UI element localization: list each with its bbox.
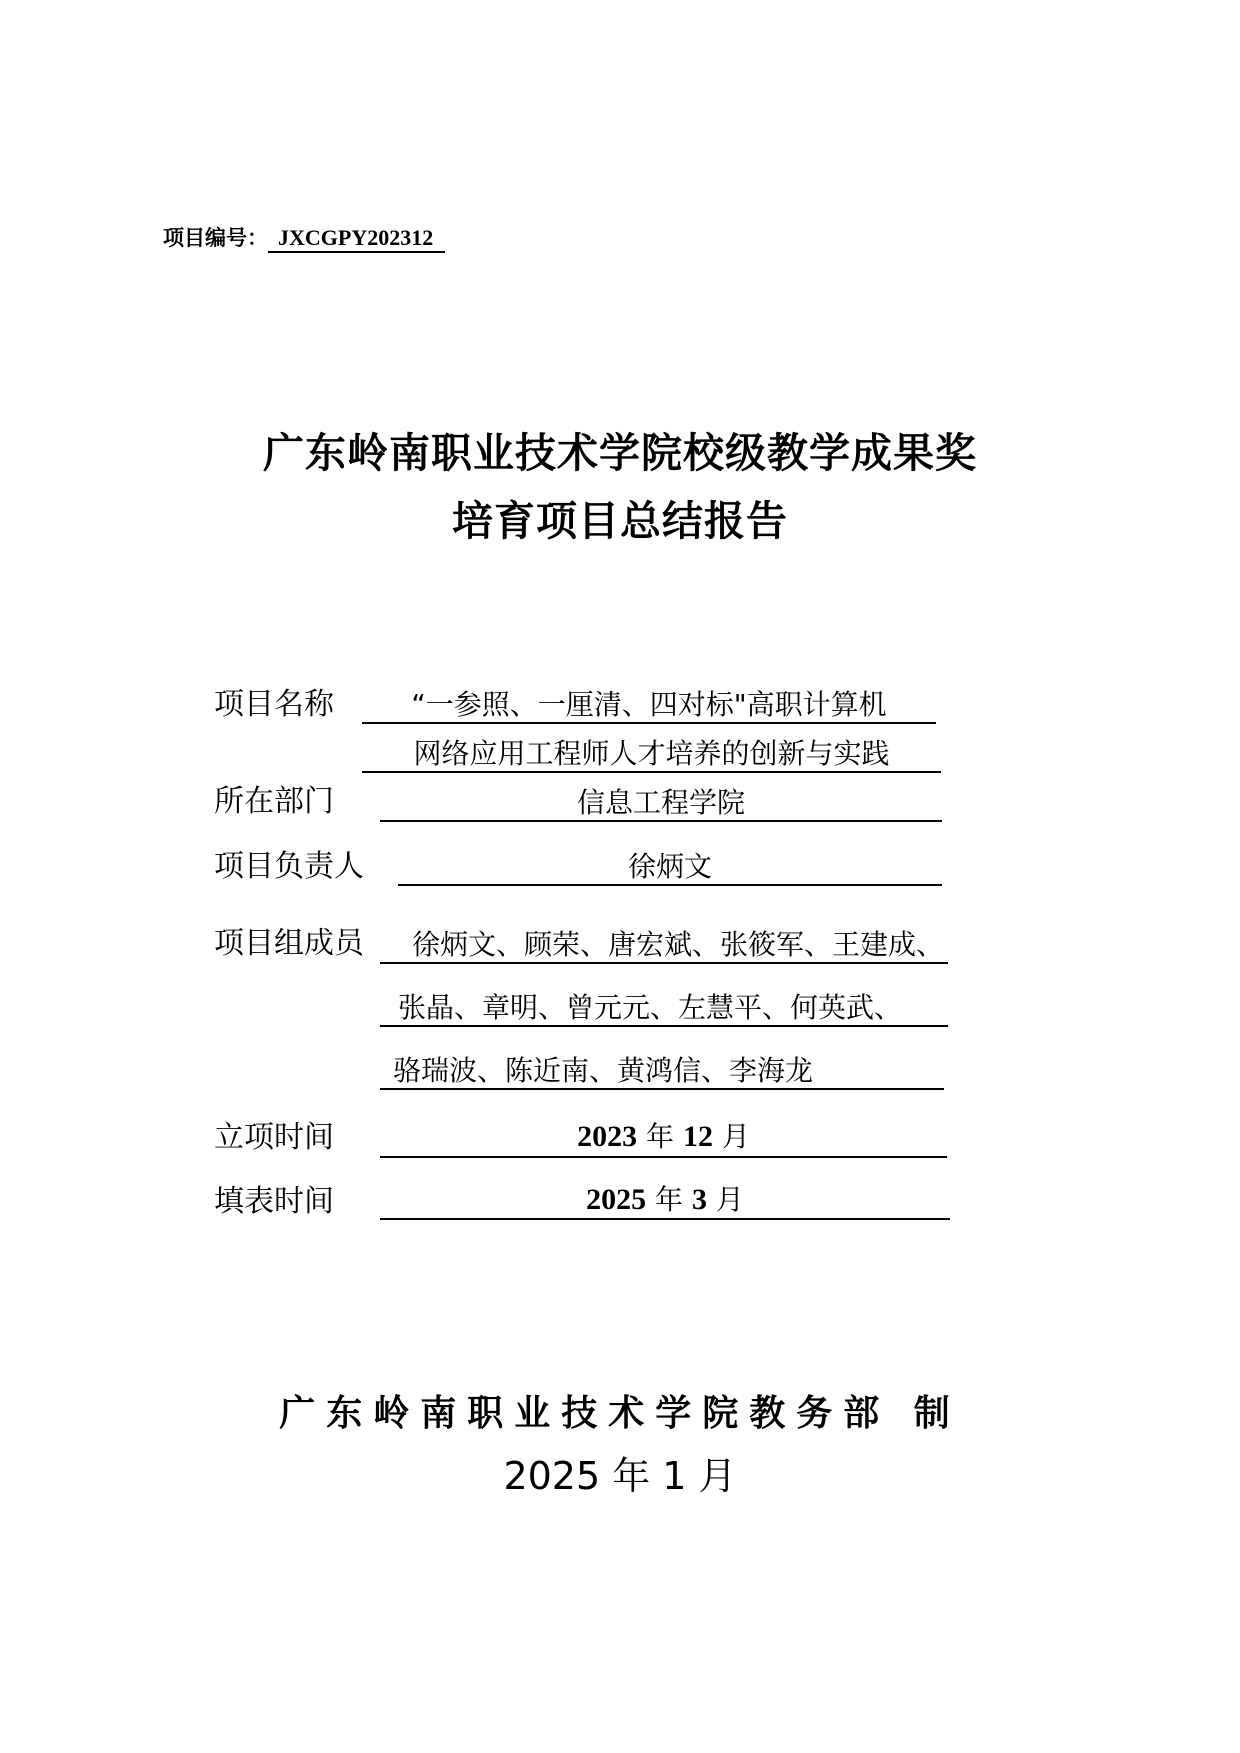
report-title-line-1: 广东岭南职业技术学院校级教学成果奖 <box>263 429 977 477</box>
fill-date-year: 2025 <box>586 1183 647 1216</box>
project-name-line-2: 网络应用工程师人才培养的创新与实践 <box>413 737 890 770</box>
start-date-label: 立项时间 <box>214 1120 334 1155</box>
issuer: 广东岭南职业技术学院教务部 制 <box>279 1393 961 1434</box>
start-date-month-unit: 月 <box>721 1120 750 1153</box>
fill-date-month-unit: 月 <box>715 1183 744 1216</box>
project-members-line-3: 骆瑞波、陈近南、黄鸿信、李海龙 <box>393 1054 814 1087</box>
project-leader-value: 徐炳文 <box>627 850 712 883</box>
project-name-line-1: “一参照、一厘清、四对标"高职计算机 <box>411 688 887 721</box>
fill-date-label: 填表时间 <box>214 1184 334 1219</box>
start-date-value <box>380 1118 947 1156</box>
project-name-label: 项目名称 <box>214 687 334 722</box>
fill-date-value <box>380 1181 950 1219</box>
project-number-label: 项目编号： <box>163 226 268 250</box>
fill-date-year-unit: 年 <box>655 1183 684 1216</box>
fill-date-month: 3 <box>691 1183 707 1216</box>
project-number <box>163 222 445 253</box>
start-date-year: 2023 <box>577 1120 638 1153</box>
report-title-line-2: 培育项目总结报告 <box>452 497 788 545</box>
issue-date: 2025 年 1 月 <box>503 1454 737 1498</box>
project-leader-label: 项目负责人 <box>214 849 364 884</box>
start-date-month: 12 <box>682 1120 713 1153</box>
project-number-value: JXCGPY202312 <box>268 225 445 253</box>
project-members-line-2: 张晶、章明、曾元元、左慧平、何英武、 <box>398 991 903 1024</box>
start-date-year-unit: 年 <box>646 1120 675 1153</box>
department-value: 信息工程学院 <box>576 786 745 819</box>
project-members-label: 项目组成员 <box>214 926 364 961</box>
start-date-underline <box>380 1156 947 1158</box>
project-members-line-1: 徐炳文、顾荣、唐宏斌、张筱军、王建成、 <box>412 928 945 961</box>
department-label: 所在部门 <box>214 784 334 819</box>
